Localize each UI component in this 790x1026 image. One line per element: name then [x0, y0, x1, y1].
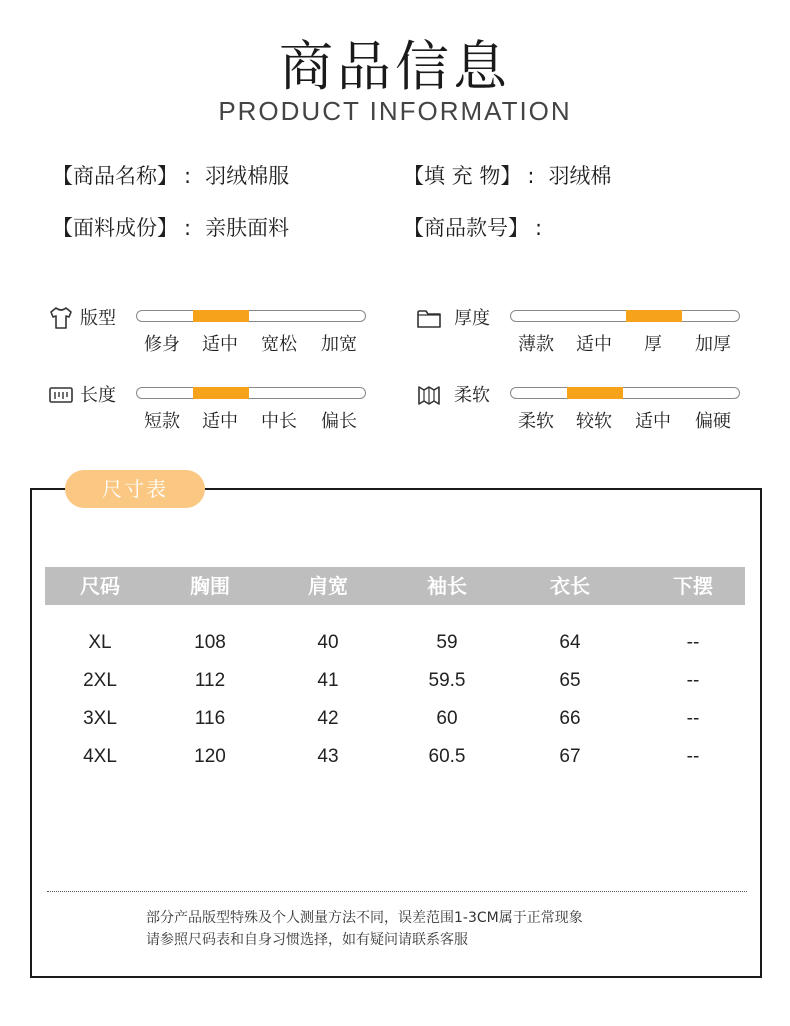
- table-cell: 116: [194, 708, 226, 729]
- fabric-icon: [416, 382, 442, 408]
- info-fabric: [52, 212, 289, 242]
- info-filling: [403, 160, 611, 190]
- info-label: 【商品名称】: [52, 164, 178, 188]
- table-cell: 4XL: [83, 746, 117, 767]
- column-header: 衣长: [550, 574, 590, 598]
- info-separator: :: [184, 164, 192, 188]
- ruler-icon: [48, 382, 74, 408]
- attr-name: 长度: [80, 385, 116, 406]
- info-label: 【填 充 物】: [403, 164, 522, 188]
- attr-level-fill: [567, 387, 623, 399]
- table-row: [45, 742, 745, 772]
- table-cell: 43: [317, 746, 339, 767]
- tick-label: 较软: [576, 411, 612, 432]
- size-table-header: [45, 567, 745, 605]
- attr-level-fill: [193, 310, 249, 322]
- info-value: 羽绒棉服: [205, 164, 290, 188]
- table-cell: 2XL: [83, 670, 117, 691]
- info-value: 羽绒棉: [548, 164, 612, 188]
- table-cell: 112: [194, 670, 226, 691]
- tick-label: 薄款: [518, 334, 554, 355]
- folder-icon: [416, 305, 442, 331]
- tick-label: 中长: [261, 411, 297, 432]
- table-cell: 67: [559, 746, 581, 767]
- attr-ticks: [510, 330, 750, 354]
- table-row: [45, 666, 745, 696]
- tick-label: 加厚: [695, 334, 731, 355]
- table-cell: XL: [88, 632, 112, 653]
- attr-thickness: [416, 300, 736, 360]
- attr-level-fill: [626, 310, 682, 322]
- info-separator: :: [527, 164, 535, 188]
- divider: [47, 891, 747, 892]
- table-cell: 60: [436, 708, 458, 729]
- note-line: 部分产品版型特殊及个人测量方法不同，误差范围1-3CM属于正常现象: [146, 910, 583, 926]
- attr-length: [48, 377, 368, 437]
- attr-ticks: [510, 407, 750, 431]
- info-style-number: [403, 212, 556, 242]
- attr-track: [510, 387, 740, 399]
- note-line: 请参照尺码表和自身习惯选择，如有疑问请联系客服: [146, 932, 468, 948]
- tick-label: 适中: [576, 334, 612, 355]
- attr-level-fill: [193, 387, 249, 399]
- table-cell: 59.5: [428, 670, 466, 691]
- table-cell: 66: [559, 708, 581, 729]
- tick-label: 宽松: [261, 334, 297, 355]
- tick-label: 柔软: [518, 411, 554, 432]
- attr-track: [136, 387, 366, 399]
- table-cell: 108: [194, 632, 226, 653]
- column-header: 肩宽: [308, 574, 348, 598]
- tick-label: 厚: [644, 334, 662, 355]
- tshirt-icon: [48, 305, 74, 331]
- table-cell: 42: [317, 708, 339, 729]
- column-header: 袖长: [427, 574, 467, 598]
- info-separator: :: [535, 216, 543, 240]
- attr-name: 版型: [80, 308, 116, 329]
- table-cell: 40: [317, 632, 339, 653]
- attr-name: 厚度: [454, 308, 490, 329]
- table-cell: 3XL: [83, 708, 117, 729]
- column-header: 尺码: [80, 574, 120, 598]
- column-header: 胸围: [190, 574, 230, 598]
- info-product-name: [52, 160, 289, 190]
- column-header: 下摆: [673, 574, 713, 598]
- table-cell: 65: [559, 670, 581, 691]
- page-title: 商品信息: [279, 35, 511, 98]
- page-subtitle: PRODUCT INFORMATION: [218, 96, 572, 126]
- table-cell: 64: [559, 632, 581, 653]
- table-cell: 120: [194, 746, 226, 767]
- tick-label: 适中: [202, 411, 238, 432]
- attr-track: [510, 310, 740, 322]
- table-row: [45, 628, 745, 658]
- info-value: 亲肤面料: [205, 216, 290, 240]
- attr-track: [136, 310, 366, 322]
- table-cell: --: [686, 708, 700, 729]
- table-cell: 41: [317, 670, 339, 691]
- attr-ticks: [136, 407, 376, 431]
- attr-softness: [416, 377, 736, 437]
- tick-label: 偏硬: [695, 411, 731, 432]
- info-label: 【商品款号】: [403, 216, 529, 240]
- size-table-badge: 尺寸表: [65, 470, 205, 508]
- tick-label: 短款: [144, 411, 180, 432]
- table-cell: --: [686, 632, 700, 653]
- info-separator: :: [184, 216, 192, 240]
- table-cell: 59: [436, 632, 458, 653]
- attr-fit: [48, 300, 368, 360]
- table-row: [45, 704, 745, 734]
- attr-name: 柔软: [454, 385, 490, 406]
- table-cell: 60.5: [428, 746, 466, 767]
- tick-label: 修身: [144, 334, 180, 355]
- info-label: 【面料成份】: [52, 216, 178, 240]
- tick-label: 适中: [635, 411, 671, 432]
- table-cell: --: [686, 746, 700, 767]
- tick-label: 偏长: [321, 411, 357, 432]
- tick-label: 加宽: [321, 334, 357, 355]
- tick-label: 适中: [202, 334, 238, 355]
- attr-ticks: [136, 330, 376, 354]
- table-cell: --: [686, 670, 700, 691]
